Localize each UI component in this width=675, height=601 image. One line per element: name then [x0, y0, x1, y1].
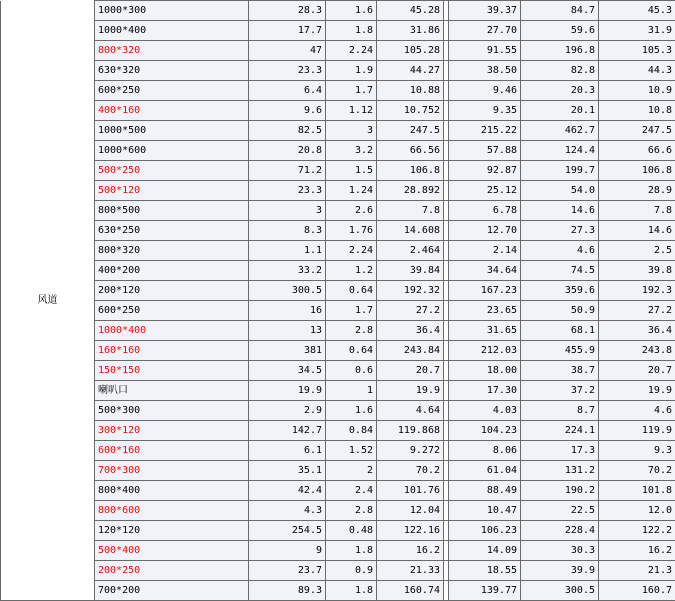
- value-cell-c2[interactable]: 0.64: [326, 341, 377, 361]
- table-row: [1, 341, 675, 361]
- spec-cell[interactable]: 1000*600: [95, 141, 249, 161]
- value-cell-c2[interactable]: 0.84: [326, 421, 377, 441]
- value-cell-c3[interactable]: 7.8: [377, 201, 444, 221]
- value-cell-c6[interactable]: 21.3: [599, 561, 675, 581]
- value-cell-c1[interactable]: 20.8: [249, 141, 326, 161]
- spec-cell[interactable]: 1000*400: [95, 321, 249, 341]
- value-cell-c3[interactable]: 45.28: [377, 1, 444, 21]
- spec-cell[interactable]: 700*200: [95, 581, 249, 601]
- value-cell-c3[interactable]: 119.868: [377, 421, 444, 441]
- value-cell-c4[interactable]: 17.30: [449, 381, 521, 401]
- table-row: [1, 21, 675, 41]
- spec-cell[interactable]: 500*120: [95, 181, 249, 201]
- value-cell-c6[interactable]: 9.3: [599, 441, 675, 461]
- value-cell-c1[interactable]: 381: [249, 341, 326, 361]
- value-cell-c3[interactable]: 36.4: [377, 321, 444, 341]
- value-cell-c6[interactable]: 14.6: [599, 221, 675, 241]
- value-cell-c3[interactable]: 9.272: [377, 441, 444, 461]
- table-row: [1, 321, 675, 341]
- category-cell[interactable]: 风道: [1, 1, 95, 601]
- value-cell-c6[interactable]: 39.8: [599, 261, 675, 281]
- spec-cell[interactable]: 200*250: [95, 561, 249, 581]
- value-cell-c2[interactable]: 1.6: [326, 1, 377, 21]
- value-cell-c6[interactable]: 66.6: [599, 141, 675, 161]
- value-cell-c6[interactable]: 247.5: [599, 121, 675, 141]
- spec-cell[interactable]: 600*250: [95, 81, 249, 101]
- spec-cell[interactable]: 800*600: [95, 501, 249, 521]
- table-row: [1, 421, 675, 441]
- value-cell-c4[interactable]: 92.87: [449, 161, 521, 181]
- table-row: [1, 441, 675, 461]
- value-cell-c5[interactable]: 131.2: [521, 461, 599, 481]
- value-cell-c1[interactable]: 4.3: [249, 501, 326, 521]
- value-cell-c3[interactable]: 247.5: [377, 121, 444, 141]
- value-cell-c2[interactable]: 2: [326, 461, 377, 481]
- value-cell-c5[interactable]: 22.5: [521, 501, 599, 521]
- value-cell-c3[interactable]: 105.28: [377, 41, 444, 61]
- spec-cell[interactable]: 630*250: [95, 221, 249, 241]
- value-cell-c4[interactable]: 39.37: [449, 1, 521, 21]
- value-cell-c6[interactable]: 10.8: [599, 101, 675, 121]
- table-row: [1, 81, 675, 101]
- value-cell-c2[interactable]: 2.8: [326, 321, 377, 341]
- value-cell-c1[interactable]: 19.9: [249, 381, 326, 401]
- value-cell-c5[interactable]: 14.6: [521, 201, 599, 221]
- value-cell-c1[interactable]: 9: [249, 541, 326, 561]
- value-cell-c3[interactable]: 19.9: [377, 381, 444, 401]
- spec-cell[interactable]: 1000*400: [95, 21, 249, 41]
- value-cell-c6[interactable]: 192.3: [599, 281, 675, 301]
- value-cell-c6[interactable]: 27.2: [599, 301, 675, 321]
- spec-cell[interactable]: 500*300: [95, 401, 249, 421]
- value-cell-c5[interactable]: 59.6: [521, 21, 599, 41]
- spec-cell[interactable]: 500*400: [95, 541, 249, 561]
- value-cell-c1[interactable]: 142.7: [249, 421, 326, 441]
- value-cell-c6[interactable]: 105.3: [599, 41, 675, 61]
- value-cell-c1[interactable]: 47: [249, 41, 326, 61]
- value-cell-c2[interactable]: 2.24: [326, 241, 377, 261]
- value-cell-c3[interactable]: 70.2: [377, 461, 444, 481]
- value-cell-c6[interactable]: 4.6: [599, 401, 675, 421]
- value-cell-c1[interactable]: 71.2: [249, 161, 326, 181]
- spec-cell[interactable]: 160*160: [95, 341, 249, 361]
- value-cell-c5[interactable]: 4.6: [521, 241, 599, 261]
- value-cell-c1[interactable]: 17.7: [249, 21, 326, 41]
- value-cell-c2[interactable]: 2.4: [326, 481, 377, 501]
- value-cell-c2[interactable]: 2.24: [326, 41, 377, 61]
- spec-cell[interactable]: 800*500: [95, 201, 249, 221]
- spec-cell[interactable]: 150*150: [95, 361, 249, 381]
- value-cell-c3[interactable]: 106.8: [377, 161, 444, 181]
- table-row: [1, 381, 675, 401]
- value-cell-c2[interactable]: 3: [326, 121, 377, 141]
- value-cell-c1[interactable]: 13: [249, 321, 326, 341]
- value-cell-c1[interactable]: 3: [249, 201, 326, 221]
- value-cell-c6[interactable]: 36.4: [599, 321, 675, 341]
- value-cell-c1[interactable]: 23.3: [249, 61, 326, 81]
- value-cell-c5[interactable]: 462.7: [521, 121, 599, 141]
- value-cell-c2[interactable]: 1.8: [326, 21, 377, 41]
- value-cell-c3[interactable]: 20.7: [377, 361, 444, 381]
- value-cell-c1[interactable]: 6.4: [249, 81, 326, 101]
- value-cell-c5[interactable]: 74.5: [521, 261, 599, 281]
- value-cell-c6[interactable]: 44.3: [599, 61, 675, 81]
- spec-cell[interactable]: 600*250: [95, 301, 249, 321]
- value-cell-c3[interactable]: 44.27: [377, 61, 444, 81]
- value-cell-c1[interactable]: 8.3: [249, 221, 326, 241]
- value-cell-c2[interactable]: 1.7: [326, 301, 377, 321]
- value-cell-c5[interactable]: 39.9: [521, 561, 599, 581]
- value-cell-c6[interactable]: 106.8: [599, 161, 675, 181]
- table-row: [1, 221, 675, 241]
- spec-cell[interactable]: 1000*500: [95, 121, 249, 141]
- value-cell-c1[interactable]: 23.7: [249, 561, 326, 581]
- spec-cell[interactable]: 120*120: [95, 521, 249, 541]
- value-cell-c2[interactable]: 1.9: [326, 61, 377, 81]
- value-cell-c4[interactable]: 27.70: [449, 21, 521, 41]
- value-cell-c5[interactable]: 50.9: [521, 301, 599, 321]
- value-cell-c3[interactable]: 39.84: [377, 261, 444, 281]
- spec-cell[interactable]: 800*320: [95, 41, 249, 61]
- value-cell-c2[interactable]: 1.52: [326, 441, 377, 461]
- table-row: [1, 581, 675, 601]
- spec-cell[interactable]: 喇叭口: [95, 381, 249, 401]
- value-cell-c2[interactable]: 1.76: [326, 221, 377, 241]
- value-cell-c1[interactable]: 2.9: [249, 401, 326, 421]
- table-row: [1, 201, 675, 221]
- value-cell-c3[interactable]: 27.2: [377, 301, 444, 321]
- value-cell-c2[interactable]: 1.5: [326, 161, 377, 181]
- value-cell-c2[interactable]: 2.8: [326, 501, 377, 521]
- value-cell-c3[interactable]: 243.84: [377, 341, 444, 361]
- value-cell-c4[interactable]: 57.88: [449, 141, 521, 161]
- value-cell-c6[interactable]: 16.2: [599, 541, 675, 561]
- value-cell-c6[interactable]: 19.9: [599, 381, 675, 401]
- value-cell-c4[interactable]: 215.22: [449, 121, 521, 141]
- value-cell-c5[interactable]: 84.7: [521, 1, 599, 21]
- value-cell-c4[interactable]: 91.55: [449, 41, 521, 61]
- value-cell-c2[interactable]: 1.24: [326, 181, 377, 201]
- value-cell-c5[interactable]: 27.3: [521, 221, 599, 241]
- value-cell-c5[interactable]: 359.6: [521, 281, 599, 301]
- spec-cell[interactable]: 300*120: [95, 421, 249, 441]
- value-cell-c4[interactable]: 167.23: [449, 281, 521, 301]
- value-cell-c5[interactable]: 224.1: [521, 421, 599, 441]
- value-cell-c2[interactable]: 1: [326, 381, 377, 401]
- table-row: [1, 481, 675, 501]
- value-cell-c6[interactable]: 45.3: [599, 1, 675, 21]
- table-row: [1, 281, 675, 301]
- value-cell-c4[interactable]: 8.06: [449, 441, 521, 461]
- value-cell-c5[interactable]: 30.3: [521, 541, 599, 561]
- value-cell-c1[interactable]: 82.5: [249, 121, 326, 141]
- value-cell-c4[interactable]: 38.50: [449, 61, 521, 81]
- value-cell-c4[interactable]: 106.23: [449, 521, 521, 541]
- value-cell-c3[interactable]: 192.32: [377, 281, 444, 301]
- value-cell-c5[interactable]: 54.0: [521, 181, 599, 201]
- value-cell-c4[interactable]: 4.03: [449, 401, 521, 421]
- table-row: [1, 521, 675, 541]
- value-cell-c4[interactable]: 104.23: [449, 421, 521, 441]
- value-cell-c4[interactable]: 12.70: [449, 221, 521, 241]
- spec-cell[interactable]: 500*250: [95, 161, 249, 181]
- spec-cell[interactable]: 800*400: [95, 481, 249, 501]
- value-cell-c6[interactable]: 12.0: [599, 501, 675, 521]
- value-cell-c5[interactable]: 17.3: [521, 441, 599, 461]
- value-cell-c4[interactable]: 18.00: [449, 361, 521, 381]
- value-cell-c3[interactable]: 12.04: [377, 501, 444, 521]
- value-cell-c5[interactable]: 124.4: [521, 141, 599, 161]
- value-cell-c1[interactable]: 9.6: [249, 101, 326, 121]
- value-cell-c3[interactable]: 66.56: [377, 141, 444, 161]
- spec-cell[interactable]: 1000*300: [95, 1, 249, 21]
- value-cell-c4[interactable]: 34.64: [449, 261, 521, 281]
- value-cell-c4[interactable]: 31.65: [449, 321, 521, 341]
- value-cell-c2[interactable]: 1.7: [326, 81, 377, 101]
- value-cell-c1[interactable]: 34.5: [249, 361, 326, 381]
- value-cell-c3[interactable]: 10.88: [377, 81, 444, 101]
- table-row: [1, 361, 675, 381]
- value-cell-c2[interactable]: 0.64: [326, 281, 377, 301]
- value-cell-c1[interactable]: 89.3: [249, 581, 326, 601]
- spec-cell[interactable]: 630*320: [95, 61, 249, 81]
- table-row: [1, 261, 675, 281]
- value-cell-c3[interactable]: 14.608: [377, 221, 444, 241]
- value-cell-c1[interactable]: 42.4: [249, 481, 326, 501]
- value-cell-c2[interactable]: 1.6: [326, 401, 377, 421]
- spec-cell[interactable]: 600*160: [95, 441, 249, 461]
- table-row: [1, 41, 675, 61]
- table-row: [1, 101, 675, 121]
- spec-cell[interactable]: 800*320: [95, 241, 249, 261]
- value-cell-c6[interactable]: 28.9: [599, 181, 675, 201]
- value-cell-c5[interactable]: 20.1: [521, 101, 599, 121]
- table-row: [1, 241, 675, 261]
- value-cell-c4[interactable]: 9.35: [449, 101, 521, 121]
- spec-cell[interactable]: 200*120: [95, 281, 249, 301]
- table-row: [1, 401, 675, 421]
- value-cell-c4[interactable]: 14.09: [449, 541, 521, 561]
- value-cell-c5[interactable]: 8.7: [521, 401, 599, 421]
- table-body: [1, 1, 675, 601]
- value-cell-c2[interactable]: 2.6: [326, 201, 377, 221]
- value-cell-c5[interactable]: 68.1: [521, 321, 599, 341]
- value-cell-c1[interactable]: 16: [249, 301, 326, 321]
- value-cell-c6[interactable]: 7.8: [599, 201, 675, 221]
- value-cell-c2[interactable]: 3.2: [326, 141, 377, 161]
- value-cell-c4[interactable]: 61.04: [449, 461, 521, 481]
- spec-cell[interactable]: 400*160: [95, 101, 249, 121]
- table-row: [1, 301, 675, 321]
- value-cell-c1[interactable]: 1.1: [249, 241, 326, 261]
- value-cell-c1[interactable]: 23.3: [249, 181, 326, 201]
- value-cell-c1[interactable]: 300.5: [249, 281, 326, 301]
- value-cell-c6[interactable]: 70.2: [599, 461, 675, 481]
- value-cell-c3[interactable]: 16.2: [377, 541, 444, 561]
- value-cell-c6[interactable]: 101.8: [599, 481, 675, 501]
- value-cell-c3[interactable]: 4.64: [377, 401, 444, 421]
- value-cell-c1[interactable]: 254.5: [249, 521, 326, 541]
- value-cell-c5[interactable]: 300.5: [521, 581, 599, 601]
- value-cell-c5[interactable]: 37.2: [521, 381, 599, 401]
- value-cell-c3[interactable]: 31.86: [377, 21, 444, 41]
- table-row: [1, 541, 675, 561]
- value-cell-c6[interactable]: 2.5: [599, 241, 675, 261]
- value-cell-c6[interactable]: 119.9: [599, 421, 675, 441]
- value-cell-c2[interactable]: 1.8: [326, 581, 377, 601]
- value-cell-c6[interactable]: 243.8: [599, 341, 675, 361]
- value-cell-c1[interactable]: 35.1: [249, 461, 326, 481]
- table-row: [1, 1, 675, 21]
- value-cell-c1[interactable]: 28.3: [249, 1, 326, 21]
- value-cell-c3[interactable]: 28.892: [377, 181, 444, 201]
- value-cell-c5[interactable]: 455.9: [521, 341, 599, 361]
- spec-cell[interactable]: 400*200: [95, 261, 249, 281]
- value-cell-c2[interactable]: 1.12: [326, 101, 377, 121]
- value-cell-c6[interactable]: 20.7: [599, 361, 675, 381]
- value-cell-c4[interactable]: 212.03: [449, 341, 521, 361]
- value-cell-c4[interactable]: 139.77: [449, 581, 521, 601]
- value-cell-c3[interactable]: 160.74: [377, 581, 444, 601]
- table-row: [1, 121, 675, 141]
- table-row: [1, 61, 675, 81]
- value-cell-c2[interactable]: 0.9: [326, 561, 377, 581]
- value-cell-c4[interactable]: 9.46: [449, 81, 521, 101]
- value-cell-c5[interactable]: 196.8: [521, 41, 599, 61]
- value-cell-c6[interactable]: 31.9: [599, 21, 675, 41]
- value-cell-c5[interactable]: 190.2: [521, 481, 599, 501]
- spec-cell[interactable]: 700*300: [95, 461, 249, 481]
- value-cell-c3[interactable]: 21.33: [377, 561, 444, 581]
- value-cell-c5[interactable]: 199.7: [521, 161, 599, 181]
- value-cell-c3[interactable]: 122.16: [377, 521, 444, 541]
- value-cell-c4[interactable]: 88.49: [449, 481, 521, 501]
- value-cell-c1[interactable]: 6.1: [249, 441, 326, 461]
- table-row: [1, 161, 675, 181]
- value-cell-c2[interactable]: 0.48: [326, 521, 377, 541]
- value-cell-c3[interactable]: 101.76: [377, 481, 444, 501]
- value-cell-c2[interactable]: 1.8: [326, 541, 377, 561]
- value-cell-c3[interactable]: 2.464: [377, 241, 444, 261]
- value-cell-c5[interactable]: 82.8: [521, 61, 599, 81]
- value-cell-c4[interactable]: 25.12: [449, 181, 521, 201]
- value-cell-c5[interactable]: 38.7: [521, 361, 599, 381]
- table-row: [1, 561, 675, 581]
- value-cell-c3[interactable]: 10.752: [377, 101, 444, 121]
- value-cell-c4[interactable]: 6.78: [449, 201, 521, 221]
- value-cell-c6[interactable]: 160.7: [599, 581, 675, 601]
- value-cell-c4[interactable]: 10.47: [449, 501, 521, 521]
- value-cell-c5[interactable]: 20.3: [521, 81, 599, 101]
- value-cell-c5[interactable]: 228.4: [521, 521, 599, 541]
- value-cell-c4[interactable]: 18.55: [449, 561, 521, 581]
- table-row: [1, 181, 675, 201]
- value-cell-c4[interactable]: 23.65: [449, 301, 521, 321]
- table-row: [1, 461, 675, 481]
- table-row: [1, 141, 675, 161]
- value-cell-c4[interactable]: 2.14: [449, 241, 521, 261]
- value-cell-c6[interactable]: 122.2: [599, 521, 675, 541]
- value-cell-c2[interactable]: 0.6: [326, 361, 377, 381]
- value-cell-c1[interactable]: 33.2: [249, 261, 326, 281]
- value-cell-c6[interactable]: 10.9: [599, 81, 675, 101]
- table-row: [1, 501, 675, 521]
- value-cell-c2[interactable]: 1.2: [326, 261, 377, 281]
